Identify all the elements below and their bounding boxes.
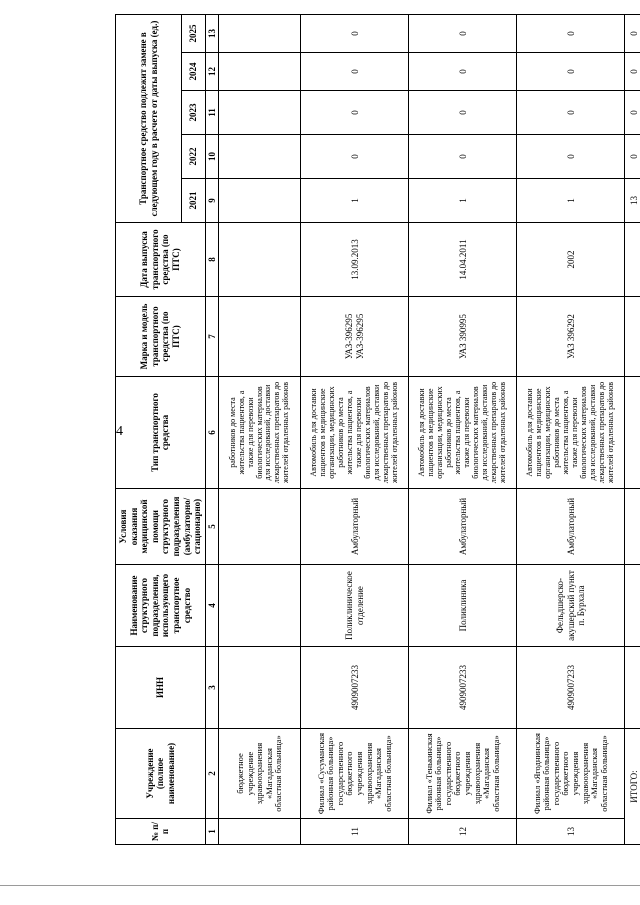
header-year-2021: 2021 xyxy=(182,179,206,223)
cell-institution: Филиал «Сусуманская районная больница» государственного бюджетного учреждения здравоохранения «Магаданская областная больница» xyxy=(301,729,409,819)
cell-y2025 xyxy=(219,15,301,53)
total-y2021: 13 xyxy=(625,179,640,223)
cell-inn: 4909007233 xyxy=(409,647,517,729)
cell-inn: 4909007233 xyxy=(301,647,409,729)
table-row xyxy=(409,15,517,845)
table-row xyxy=(301,15,409,845)
cell-conditions: Амбулаторный xyxy=(301,489,409,565)
total-label: ИТОГО: xyxy=(625,729,640,845)
cell-brand-model: УАЗ 390995 xyxy=(409,297,517,377)
column-number: 3 xyxy=(205,647,219,729)
header-year-2024: 2024 xyxy=(182,53,206,91)
column-number: 6 xyxy=(205,377,219,489)
column-numbers-row xyxy=(205,15,219,845)
cell-release-date xyxy=(625,223,640,297)
column-number: 7 xyxy=(205,297,219,377)
cell-y2024: 0 xyxy=(301,53,409,91)
cell-release-date: 13.09.2013 xyxy=(301,223,409,297)
header-num: № п/п xyxy=(116,819,206,845)
cell-y2021: 1 xyxy=(409,179,517,223)
cell-inn xyxy=(625,647,640,729)
column-number: 9 xyxy=(205,179,219,223)
cell-y2023: 0 xyxy=(517,91,625,135)
table-row-continuation xyxy=(219,15,301,845)
total-y2024: 0 xyxy=(625,53,640,91)
cell-y2021 xyxy=(219,179,301,223)
column-number: 1 xyxy=(205,819,219,845)
cell-vehicle-type: Автомобиль для доставки пациентов в медицинские организации, медицинских работников до места жительства пациентов, а также для перевозки биологических материалов для исследований, доставки лекарственных препаратов до жителей отдаленных районов xyxy=(301,377,409,489)
cell-y2025: 0 xyxy=(409,15,517,53)
cell-y2021: 1 xyxy=(301,179,409,223)
cell-conditions xyxy=(625,489,640,565)
scan-edge-line xyxy=(0,885,640,886)
cell-unit: Фельдшерско-акушерский пункт п. Бурхала xyxy=(517,565,625,647)
cell-brand-model: УАЗ-396295 УАЗ-396295 xyxy=(301,297,409,377)
column-number: 12 xyxy=(205,53,219,91)
cell-vehicle-type xyxy=(625,377,640,489)
cell-conditions: Амбулаторный xyxy=(409,489,517,565)
header-year-2025: 2025 xyxy=(182,15,206,53)
cell-release-date: 14.04.2011 xyxy=(409,223,517,297)
cell-num: 13 xyxy=(517,819,625,845)
header-replace-group: Транспортное средство подлежит замене в следующем году в расчете от даты выпуска (ед.) xyxy=(116,15,182,223)
cell-num xyxy=(219,819,301,845)
cell-vehicle-type: работников до места жительства пациентов, а также для перевозки биологических материалов для исследований, доставки лекарственных препаратов до жителей отдаленных районов xyxy=(219,377,301,489)
cell-y2024 xyxy=(219,53,301,91)
rotated-table-wrapper xyxy=(115,15,639,845)
cell-y2022: 0 xyxy=(409,135,517,179)
cell-vehicle-type: Автомобиль для доставки пациентов в медицинские организации, медицинских работников до места жительства пациентов, а также для перевозки биологических материалов для исследований, доставки лекарственных препаратов до жителей отдаленных районов xyxy=(409,377,517,489)
cell-brand-model xyxy=(625,297,640,377)
header-year-2022: 2022 xyxy=(182,135,206,179)
cell-num: 11 xyxy=(301,819,409,845)
cell-unit xyxy=(625,565,640,647)
column-number: 5 xyxy=(205,489,219,565)
header-year-2023: 2023 xyxy=(182,91,206,135)
cell-inn xyxy=(219,647,301,729)
column-number: 10 xyxy=(205,135,219,179)
cell-institution: Филиал «Ягоднинская районная больница» государственного бюджетного учреждения здравоохранения «Магаданская областная больница» xyxy=(517,729,625,819)
cell-institution: бюджетное учреждение здравоохранения «Магаданская областная больница» xyxy=(219,729,301,819)
column-number: 4 xyxy=(205,565,219,647)
column-number: 13 xyxy=(205,15,219,53)
table-row xyxy=(517,15,625,845)
cell-vehicle-type: Автомобиль для доставки пациентов в медицинские организации, медицинских работников до места жительства пациентов, а также для перевозки биологических материалов для исследований, доставки лекарственных препаратов до жителей отдаленных районов xyxy=(517,377,625,489)
cell-unit: Поликлиническое отделение xyxy=(301,565,409,647)
cell-y2021: 1 xyxy=(517,179,625,223)
cell-inn: 4909007233 xyxy=(517,647,625,729)
cell-conditions: Амбулаторный xyxy=(517,489,625,565)
cell-unit: Поликлиника xyxy=(409,565,517,647)
cell-y2025: 0 xyxy=(301,15,409,53)
header-release-date: Дата выпуска транспортного средства (по ПТС) xyxy=(116,223,206,297)
column-number: 11 xyxy=(205,91,219,135)
cell-institution: Филиал «Тенькинская районная больница» государственного бюджетного учреждения здравоохранения «Магаданская областная больница» xyxy=(409,729,517,819)
cell-y2024: 0 xyxy=(409,53,517,91)
column-number: 8 xyxy=(205,223,219,297)
cell-release-date xyxy=(219,223,301,297)
total-y2023: 0 xyxy=(625,91,640,135)
cell-y2022: 0 xyxy=(517,135,625,179)
cell-y2023 xyxy=(219,91,301,135)
cell-num: 12 xyxy=(409,819,517,845)
page-number: 4 xyxy=(116,424,123,439)
cell-conditions xyxy=(219,489,301,565)
total-y2022: 0 xyxy=(625,135,640,179)
cell-y2022: 0 xyxy=(301,135,409,179)
total-row xyxy=(625,15,640,845)
header-row-1 xyxy=(116,15,182,845)
cell-y2023: 0 xyxy=(301,91,409,135)
rotated-table-frame xyxy=(115,15,639,845)
header-unit: Наименование структурного подразделения, использующего транспортное средство xyxy=(116,565,206,647)
cell-brand-model xyxy=(219,297,301,377)
cell-y2024: 0 xyxy=(517,53,625,91)
column-number: 2 xyxy=(205,729,219,819)
header-vehicle-type: Тип транспортного средства xyxy=(116,377,206,489)
cell-release-date: 2002 xyxy=(517,223,625,297)
cell-y2023: 0 xyxy=(409,91,517,135)
cell-brand-model: УАЗ 396292 xyxy=(517,297,625,377)
header-conditions: Условия оказания медицинской помощи структурного подразделения (амбулаторно/ стационарно) xyxy=(116,489,206,565)
header-brand-model: Марка и модель транспортного средства (по ПТС) xyxy=(116,297,206,377)
cell-y2025: 0 xyxy=(517,15,625,53)
header-inn: ИНН xyxy=(116,647,206,729)
vehicle-replacement-table xyxy=(115,14,640,845)
cell-y2022 xyxy=(219,135,301,179)
cell-unit xyxy=(219,565,301,647)
total-y2025: 0 xyxy=(625,15,640,53)
header-institution: Учреждение (полное наименование) xyxy=(116,729,206,819)
